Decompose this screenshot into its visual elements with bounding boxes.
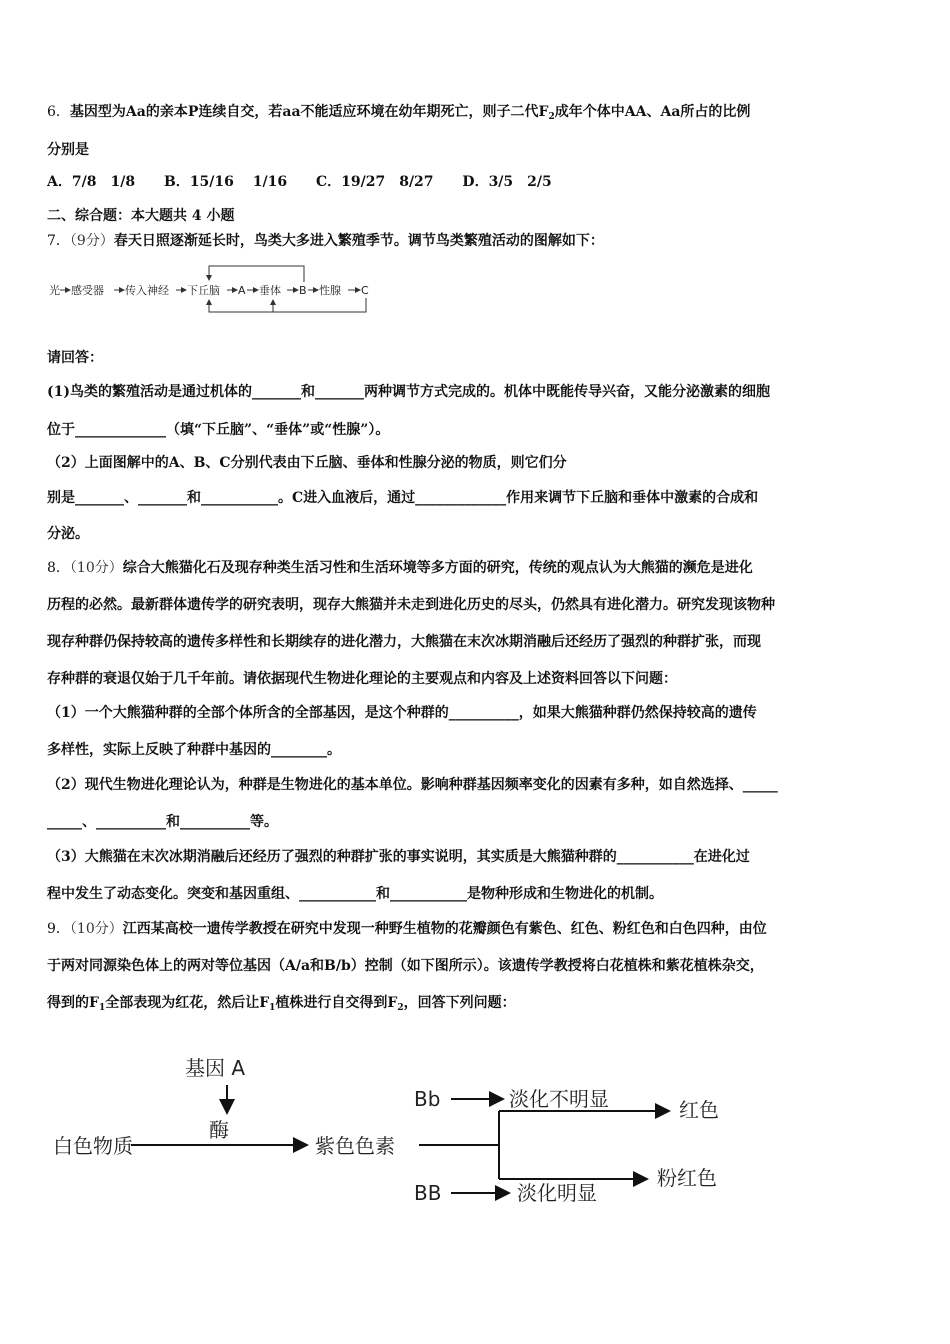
q6-stem: 基因型为Aa的亲本P连续自交，若aa不能适应环境在幼年期死亡，则子二代F — [69, 104, 549, 120]
q8-line1 — [47, 558, 753, 578]
q8-score: （10分） — [69, 560, 123, 576]
q7-node-c: C — [361, 284, 369, 297]
q7-node-gonad: 性腺 — [319, 284, 341, 297]
q7-node-a: A — [238, 284, 246, 297]
q8-part3-line1: （3）大熊猫在末次冰期消融后还经历了强烈的种群扩张的事实说明，其实质是大熊猫种群的___________在进化过 — [47, 849, 750, 865]
q8-part2-line1: （2）现代生物进化理论认为，种群是生物进化的基本单位。影响种群基因频率变化的因素有多种，如自然选择、_____ — [47, 777, 778, 793]
q6-option-a[interactable]: A．7/8 1/8 — [47, 174, 136, 190]
q7-stem-text: 春天日照逐渐延长时，鸟类大多进入繁殖季节。调节鸟类繁殖活动的图解如下： — [113, 233, 604, 249]
q7-part2-line1: （2）上面图解中的A、B、C分别代表由下丘脑、垂体和性腺分泌的物质，则它们分 — [47, 455, 567, 471]
q7-score: （9分） — [69, 233, 114, 249]
q9-line1-text: 江西某高校一遗传学教授在研究中发现一种野生植物的花瓣颜色有紫色、红色、粉红色和白色四种，由位 — [122, 921, 767, 937]
q7-part2-line3: 分泌。 — [47, 526, 89, 542]
q9-white-substance: 白色物质 — [53, 1134, 133, 1158]
q8-line2: 历程的必然。最新群体遗传学的研究表明，现存大熊猫并未走到进化历史的尽头，仍然具有进化潜力。研究发现该物种 — [47, 597, 775, 613]
q8-number: 8． — [47, 560, 70, 576]
q7-stem — [47, 231, 604, 251]
q9-line2: 于两对同源染色体上的两对等位基因（A/a和B/b）控制（如下图所示）。该遗传学教授将白花植株和紫花植株杂交， — [47, 958, 764, 974]
q6-option-c[interactable]: C．19/27 8/27 — [315, 174, 434, 190]
q8-part3-line2: 程中发生了动态变化。突变和基因重组、___________和___________是物种形成和生物进化的机制。 — [47, 886, 663, 902]
q9-number: 9． — [47, 921, 70, 937]
q7-number: 7． — [47, 233, 70, 249]
q8-part1-line2: 多样性，实际上反映了种群中基因的________。 — [47, 742, 341, 758]
q9-line3: 得到的$F_1$全部表现为红花，然后让$F_1$植株进行自交得到$F_2$，回答下列问题： — [47, 995, 516, 1013]
q9-bb-lower: BB — [414, 1181, 442, 1205]
q6-options — [47, 172, 576, 192]
q8-line4: 存种群的衰退仅始于几千年前。请依据现代生物进化理论的主要观点和内容及上述资料回答以下问题： — [47, 671, 677, 687]
q7-node-afferent: 传入神经 — [125, 284, 169, 297]
q6-sub: 2 — [548, 112, 555, 122]
q9-pigment-diagram — [47, 1045, 747, 1215]
q7-node-light: 光 — [49, 284, 60, 297]
q8-line3: 现存种群仍保持较高的遗传多样性和长期续存的进化潜力，大熊猫在末次冰期消融后还经历了强烈的种群扩张，而现 — [47, 634, 761, 650]
q9-pink: 粉红色 — [657, 1166, 717, 1190]
q9-enzyme-label: 酶 — [209, 1118, 229, 1142]
q7-node-b: B — [299, 284, 307, 297]
q7-part1-line1: (1)鸟类的繁殖活动是通过机体的_______和_______两种调节方式完成的。机体中既能传导兴奋，又能分泌激素的细胞 — [47, 384, 770, 400]
q7-part2-line2: 别是_______、_______和___________。C进入血液后，通过_____________作用来调节下丘脑和垂体中激素的合成和 — [47, 490, 759, 506]
section-2-title: 二、综合题：本大题共 4 小题 — [47, 208, 235, 224]
q9-purple-pigment: 紫色色素 — [315, 1134, 395, 1158]
q9-red: 红色 — [679, 1098, 719, 1122]
q6-option-d[interactable]: D．3/5 2/5 — [462, 174, 552, 190]
q9-bb-upper: Bb — [414, 1087, 441, 1111]
q6-line2: 分别是 — [47, 142, 89, 158]
q6-option-b[interactable]: B．15/16 1/16 — [163, 174, 288, 190]
q7-node-hypothalamus: 下丘脑 — [187, 284, 220, 297]
q8-part2-line2: _____、__________和__________等。 — [47, 814, 278, 830]
q8-line1-text: 综合大熊猫化石及现存种类生活习性和生活环境等多方面的研究，传统的观点认为大熊猫的濒危是进化 — [122, 560, 753, 576]
q8-part1-line1: （1）一个大熊猫种群的全部个体所含的全部基因，是这个种群的__________，如果大熊猫种群仍然保持较高的遗传 — [47, 705, 757, 721]
q7-node-pituitary: 垂体 — [259, 284, 281, 297]
q6-number: 6． — [47, 104, 70, 120]
q9-line1 — [47, 919, 767, 939]
q7-node-receptor: 感受器 — [71, 284, 104, 297]
q9-score: （10分） — [69, 921, 123, 937]
q7-regulation-diagram — [47, 262, 387, 318]
q7-prompt: 请回答： — [47, 350, 103, 366]
q6-line1 — [47, 102, 750, 122]
q9-fade-strong: 淡化明显 — [517, 1181, 597, 1205]
q6-stem-end: 成年个体中AA、Aa所占的比例 — [554, 104, 751, 120]
q9-gene-a-label: 基因 A — [185, 1056, 246, 1080]
q9-fade-weak: 淡化不明显 — [509, 1087, 609, 1111]
q7-part1-line2: 位于_____________（填“下丘脑”、“垂体”或“性腺”）。 — [47, 422, 390, 438]
